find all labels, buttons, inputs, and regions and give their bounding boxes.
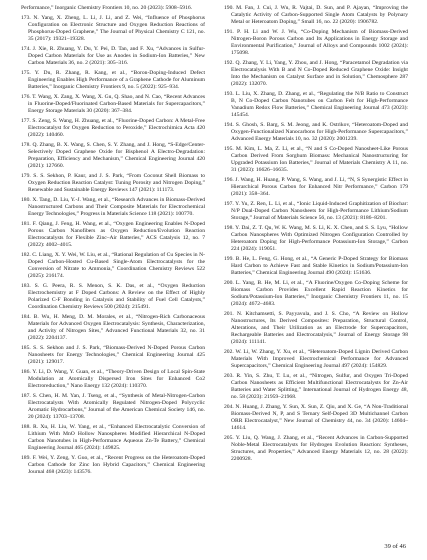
reference-entry: 189. F. Wei, Y. Zeng, Y. Guo, et al., “Recent Progress on the Heteroatom-Doped Carbon Cathode for Zinc Ion Hybrid Capacitors,” Chemical Engineering Journal 468 (2023): 143576. <box>21 455 205 475</box>
reference-entry: 177. S. Zeng, S. Wang, H. Zhuang, et al., “Fluorine-Doped Carbon: A Metal-Free Electrocatalyst for Oxygen Reduction to Peroxide,” Electrochimica Acta 420 (2022): 140460. <box>21 118 205 138</box>
reference-entry: 197. Y. Yu, Z. Ren, L. Li, et al., “Ionic Liquid-Induced Graphitization of Biochar: N/P Dual-Doped Carbon Nanosheets for High-Performance Lithium/Sodium Storage,” Journal of Materials Science 56, no. 13 (2021): 8186–8201. <box>224 201 408 221</box>
reference-entry: 187. S. Chen, H. M. Yan, J. Tseng, et al., “Synthesis of Metal-Nitrogen-Carbon Electrocatalysts With Atomically Regulated Nitrogen-Doped Polycyclic Aromatic Hydrocarbons,” Journal of the American Chemical Society 146, no. 20 (2024): 13703–13708. <box>21 393 205 420</box>
reference-entry: 202. W. Li, W. Zhang, Y. Xu, et al., “Heteroatom-Doped Lignin Derived Carbon Materials With Improved Electrochemical Performance for Advanced Supercapacitors,” Chemical Engineering Journal 497 (2024): 154829. <box>224 349 408 369</box>
reference-entry: 184. B. Wu, H. Meng, D. M. Morales, et al., “Nitrogen-Rich Carbonaceous Materials for Advanced Oxygen Electrocatalysis: Synthesis, Characterization, and Activity of Nitrogen Sites,” Advanced Functional Materials 32, no. 31 (2022): 2204137. <box>21 314 205 341</box>
references-column-left <box>21 5 205 479</box>
reference-entry: 181. F. Qiang, J. Feng, H. Wang, et al., “Oxygen Engineering Enables N-Doped Porous Carbon Nanofibers as Oxygen Reduction/Evolution Reaction Electrocatalysts for Flexible Zinc–Air Batteries,” ACS Catalysis 12, no. 7 (2022): 4002–4015. <box>21 221 205 248</box>
reference-entry: 200. L. Yang, B. He, M. Li, et al., “A Fluorine/Oxygen Co-Doping Scheme for Biomass Carbon Provides Excellent Rapid Reaction Kinetics for Sodium/Potassium-Ion Batteries,” Inorganic Chemistry Frontiers 11, no. 15 (2024): 4672–4683. <box>224 280 408 307</box>
reference-entry: 179. S. S. Sekhon, P. Kaur, and J. S. Park, “From Coconut Shell Biomass to Oxygen Reduction Reaction Catalyst: Tuning Porosity and Nitrogen Doping,” Renewable and Sustainable Energy Reviews 147 (2021): 111173. <box>21 173 205 193</box>
reference-entry: 196. J. Wang, H. Huang, P. Wang, S. Wang, and J. Li, “N, S Synergistic Effect in Hierarchical Porous Carbon for Enhanced Nitr Performance,” Carbon 179 (2021): 358–364. <box>224 177 408 197</box>
reference-entry: 194. S. Ghosh, S. Barg, S. M. Jeong, and K. Ostrikov, “Heteroatom-Doped and Oxygen-Functionalized Nanocarbons for High-Performance Supercapacitors,” Advanced Energy Materials 10, no. 32 (2020): 2001239. <box>224 122 408 142</box>
reference-entry: Performance,” Inorganic Chemistry Frontiers 10, no. 20 (2023): 5908–5916. <box>21 5 193 11</box>
reference-entry: 180. X. Tang, D. Liu, Y.-J. Wang, et al., “Research Advances in Biomass-Derived Nanostructured Carbons and Their Composite Materials for Electrochemical Energy Technologies,” Progress in Materials Science 118 (2021): 100770. <box>21 197 205 217</box>
reference-entry: 195. M. Kim, L. Ma, Z. Li, et al., “N and S Co-Doped Nanosheet-Like Porous Carbon Derived From Sorghum Biomass: Mechanical Nanostructuring for Upgraded Potassium Ion Batteries,” Journal of Materials Chemistry A 11, no. 31 (2023): 16626–16635. <box>224 146 408 173</box>
references-column-right <box>224 5 408 466</box>
reference-entry: 185. S. S. Sekhon and J. S. Park, “Biomass-Derived N-Doped Porous Carbon Nanosheets for Energy Technologies,” Chemical Engineering Journal 425 (2021): 129017. <box>21 345 205 365</box>
reference-entry: 203. R. Yin, S. Zhu, T. Lu, et al., “Nitrogen, Sulfur, and Oxygen Tri-Doped Carbon Nanosheets as Efficient Multifunctional Electrocatalysts for Zn-Air Batteries and Water Splitting,” International Journal of Hydrogen Energy 48, no. 58 (2023): 21959–21968. <box>224 373 408 400</box>
reference-entry: 183. S. G. Peera, R. S. Menon, S. K. Das, et al., “Oxygen Reduction Electrochemistry at F Doped Carbons: A Review on the Effect of Highly Polarized C-F Bonding in Catalysis and Stability of Fuel Cell Catalysts,” Coordination Chemistry Reviews 500 (2024): 215491. <box>21 283 205 310</box>
reference-entry: 192. Q. Zhang, Y. Li, Yang, Y. Zhou, and J. Hong, “Paracetamol Degradation via Electrocatalysis With B and N Co-Doped Reduced Graphene Oxide: Insight Into the Mechanism on Catalyst Surface and in Solution,” Chemosphere 287 (2022): 132070. <box>224 60 408 87</box>
reference-entry: 188. R. Xu, H. Liu, W. Yang, et al., “Enhanced Electrocatalytic Conversion of Lithium With MnO Hollow Nanospheres Modified Hierarchical N-Doped Carbon Nanotubes in High-Performance Aqueous Zn-Te Battery,” Chemical Engineering Journal 465 (2024): 149825. <box>21 424 205 451</box>
reference-entry: 190. M. Fan, J. Cui, J. Wu, R. Vajtai, D. Sun, and P. Ajayan, “Improving the Catalytic Activity of Carbon-Supported Single Atom Catalysts by Polynary Metal or Heteroatom Doping,” Small 16, no. 22 (2020): 1906782. <box>224 5 408 25</box>
reference-entry: 204. N. Huang, J. Zhang, Y. Sun, X. Sun, Z. Qiu, and X. Ge, “A Non-Traditional Biomass-Derived N, P, and S Ternary Self-Doped 3D Multichannel Carbon ORR Electrocatalyst,” New Journal of Chemistry 44, no. 34 (2020): 14604–14614. <box>224 404 408 431</box>
reference-entry: 176. T. Wang, X. Zang, X. Wang, X. Gu, Q. Shao, and N. Cao, “Recent Advances in Fluorine-Doped/Fluorinated Carbon-Based Materials for Supercapacitors,” Energy Storage Materials 30 (2020): 367–384. <box>21 94 205 114</box>
reference-entry: 198. Y. Dai, Z. T. Qu, W. K. Wang, M. S. Li, K. X. Chen, and S. S. Lyu, “Hollow Carbon Nanospheres With Optimized Nitrogen Configuration Controlled by Heteroatom Doping for High-Performance Potassium-Ion Storage,” Carbon 224 (2024): 119051. <box>224 225 408 252</box>
reference-entry: 201. N. Kitchamsetti, S. Payyavula, and J. S. Cho, “A Review on Hollow Nanostructures, Its Derived Composites: Preparation, Structural Control, Alterations, and Their Utilization as an Electrode for Supercapacitors, Rechargeable Batteries and Electrocatalysis,” Journal of Energy Storage 98 (2024): 111141. <box>224 311 408 345</box>
reference-entry: 193. L. Liu, X. Zhang, D. Zhang, et al., “Regulating the N/B Ratio to Construct B, N Co-Doped Carbon Nanotubes on Carbon Felt for High-Performance Vanadium Redox Flow Batteries,” Chemical Engineering Journal 473 (2023): 145454. <box>224 91 408 118</box>
reference-entry: 178. Q. Zhang, B. X. Wang, S. Chen, S. Y. Zhang, and J. Hong, “S-Edge/Center-Selectively Doped Graphene Oxide for Bisphenol A Electro-Degradation: Preparation, Efficiency and Mechanism,” Chemical Engineering Journal 420 (2021): 127660. <box>21 142 205 169</box>
reference-entry: 175. Y. Du, R. Zhang, R. Kang, et al., “Boron-Doping-Induced Defect Engineering Enables High Performance of a Graphene Cathode for Aluminum Batteries,” Inorganic Chemistry Frontiers 9, no. 5 (2022): 925–934. <box>21 70 205 90</box>
page-number: 39 of 46 <box>384 543 406 550</box>
reference-entry: 182. C. Liang, X. Y. Wei, W. Liu, et al., “Rational Regulation of Cu Species in N-Doped Carbon-Hosted Cu-Based Single-Atom Electrocatalysts for the Conversion of Nitrate to Ammonia,” Coordination Chemistry Reviews 522 (2025): 216174. <box>21 252 205 279</box>
reference-entry: 199. B. He, L. Feng, G. Hong, et al., “A Generic P-Doped Strategy for Biomass Hard Carbon to Achieve Fast and Stable Kinetics in Sodium/Potassium-Ion Batteries,” Chemical Engineering Journal 490 (2024): 151636. <box>224 256 408 276</box>
reference-entry: 186. Y. Li, D. Wang, Y. Guan, et al., “Theory-Driven Design of Local Spin-State Modulation at Atomically Dispersed Iron Sites for Enhanced Co2 Electroreduction,” Nano Energy 132 (2024): 110370. <box>21 369 205 389</box>
reference-entry: 191. P. H. Li and W. J. Wu, “Co-Doping Mechanism of Biomass-Derived Nitrogen-Boron Porous Carbon and Its Applications in Energy Storage and Environmental Purification,” Journal of Alloys and Compounds 1002 (2024): 175098. <box>224 29 408 56</box>
reference-entry: 205. Y. Liu, Q. Wang, J. Zhang, et al., “Recent Advances in Carbon-Supported Noble-Metal Electrocatalysts for Hydrogen Evolution Reaction: Syntheses, Structures, and Properties,” Advanced Energy Materials 12, no. 28 (2022): 2200928. <box>224 435 408 462</box>
reference-entry: 174. J. Xie, R. Zhuang, Y. Du, Y. Pei, D. Tan, and F. Xu, “Advances in Sulfur-Doped Carbon Materials for Use as Anodes in Sodium-Ion Batteries,” New Carbon Materials 36, no. 2 (2021): 305–316. <box>21 46 205 66</box>
reference-entry: 173. N. Yang, X. Zheng, L. Li, J. Li, and Z. Wei, “Influence of Phosphorus Configuration on Electronic Structure and Oxygen Reduction Reactions of Phosphorus-Doped Graphene,” The Journal of Physical Chemistry C 121, no. 35 (2017): 19321–19328. <box>21 15 205 42</box>
